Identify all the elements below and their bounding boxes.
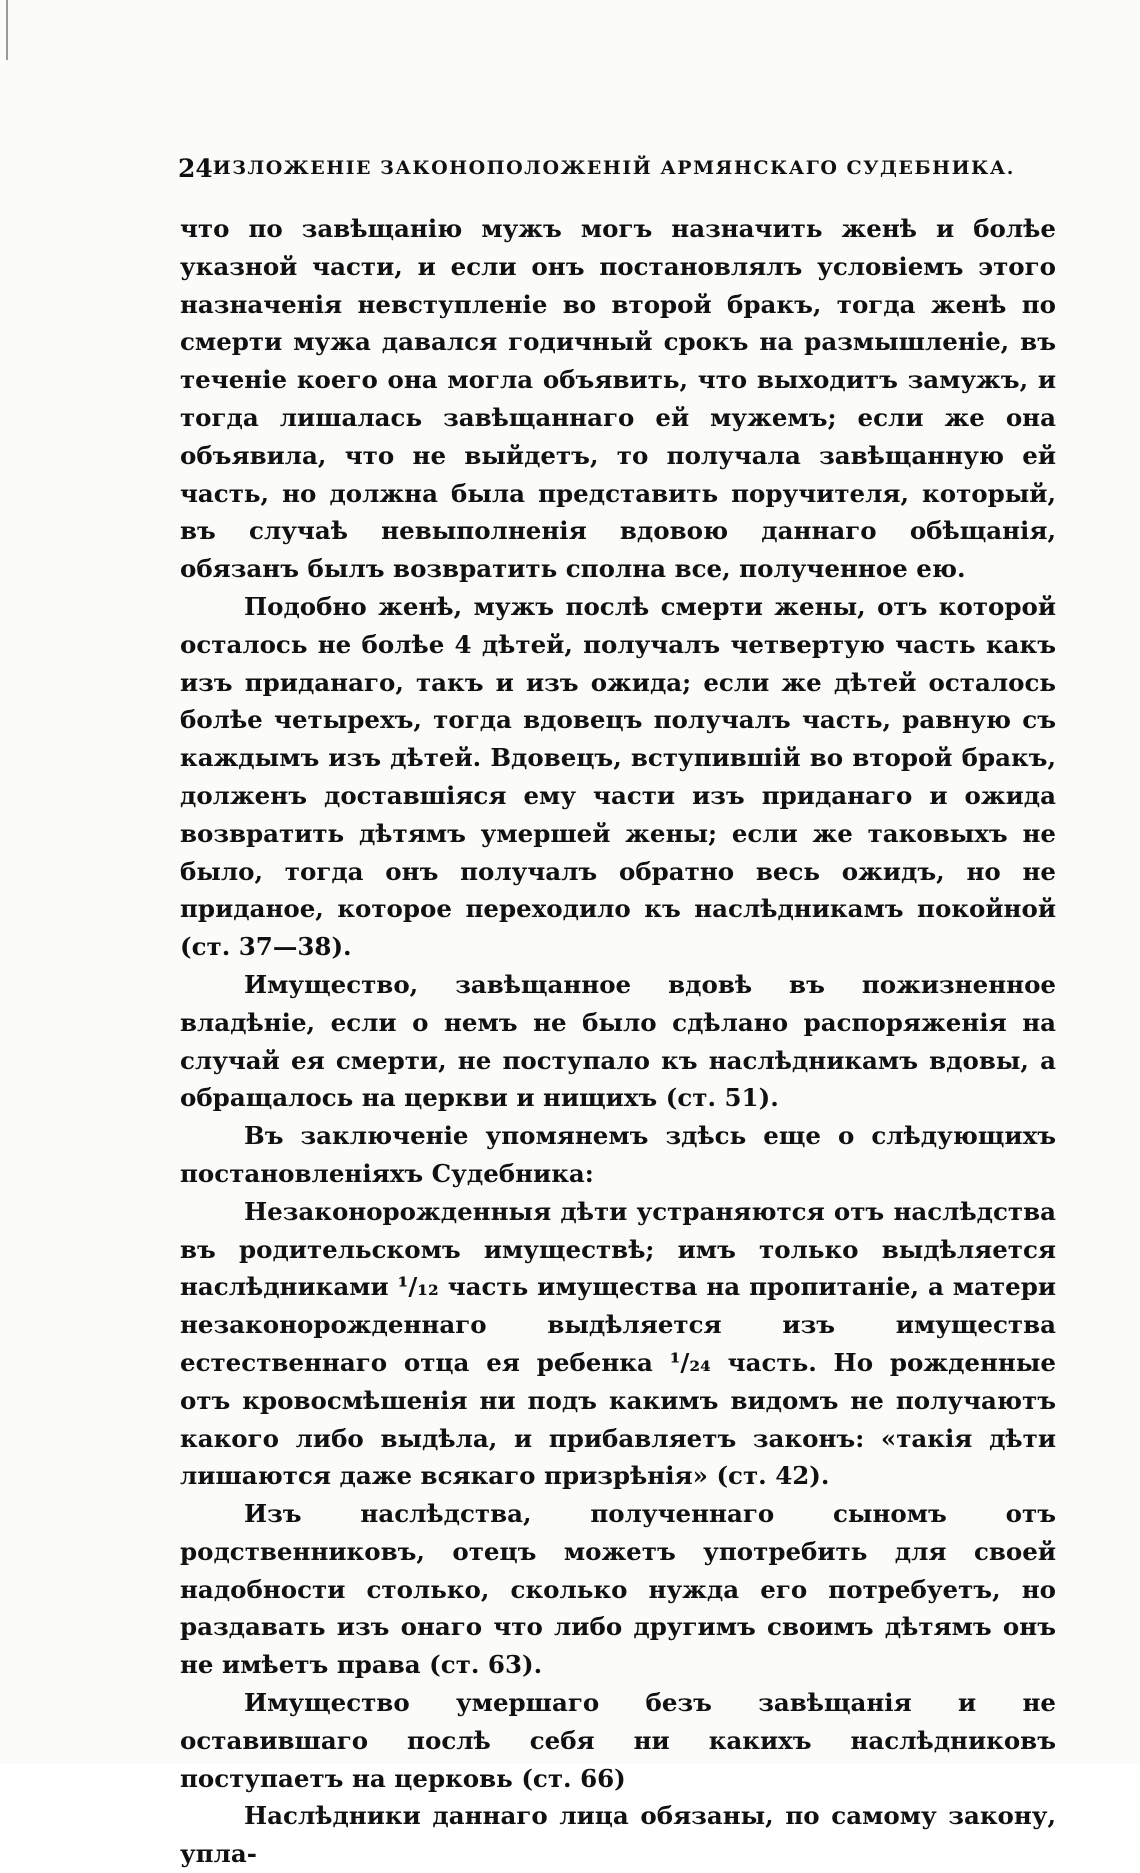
page-header: [178, 150, 1015, 186]
paragraph-3: Имущество, завѣщанное вдовѣ въ пожизненное владѣніе, если о немъ не было сдѣлано распоряженія на случай ея смерти, не поступало къ наслѣдникамъ вдовы, а обращалось на церкви и нищихъ (ст. 51).: [180, 969, 1056, 1113]
paragraph-2: Подобно женѣ, мужъ послѣ смерти жены, отъ которой осталось не болѣе 4 дѣтей, получалъ четвертую часть какъ изъ приданаго, такъ и изъ ожида; если же дѣтей осталось болѣе четырехъ, тогда вдовецъ получалъ часть, равную съ каждымъ изъ дѣтей. Вдовецъ, вступившій во второй бракъ, долженъ доставшіяся ему части изъ приданаго и ожида возвратить дѣтямъ умершей жены; если же таковыхъ не было, тогда онъ получалъ обратно весь ожидъ, но не приданое, которое переходило къ наслѣдникамъ покойной (ст. 37—38).: [180, 591, 1056, 962]
page-number: 24: [178, 153, 213, 183]
paragraph-6: Изъ наслѣдства, полученнаго сыномъ отъ родственниковъ, отецъ можетъ употребить для своей надобности столько, сколько нужда его потребуетъ, но раздавать изъ онаго что либо другимъ своимъ дѣтямъ онъ не имѣетъ права (ст. 63).: [180, 1499, 1056, 1680]
paragraph-8: Наслѣдники даннаго лица обязаны, по самому закону, упла-: [180, 1801, 1056, 1869]
paragraph-5: Незаконорожденныя дѣти устраняются отъ наслѣдства въ родительскомъ имуществѣ; имъ только выдѣляется наслѣдниками ¹/₁₂ часть имущества на пропитаніе, а матери незаконорожденнаго выдѣляется изъ имущества естественнаго отца ея ребенка ¹/₂₄ часть. Но рожденные отъ кровосмѣшенія ни подъ какимъ видомъ не получаютъ какого либо выдѣла, и прибавляетъ законъ: «такія дѣти лишаются даже всякаго призрѣнія» (ст. 42).: [180, 1196, 1056, 1491]
paragraph-4: Въ заключеніе упомянемъ здѣсь еще о слѣдующихъ постановленіяхъ Судебника:: [180, 1121, 1056, 1188]
paragraph-7: Имущество умершаго безъ завѣщанія и не оставившаго послѣ себя ни какихъ наслѣдниковъ поступаетъ на церковь (ст. 66): [180, 1688, 1056, 1793]
paragraph-1: что по завѣщанію мужъ могъ назначить женѣ и болѣе указной части, и если онъ постановлялъ условіемъ этого назначенія невступленіе во второй бракъ, тогда женѣ по смерти мужа давался годичный срокъ на размышленіе, въ теченіе коего она могла объявить, что выходитъ замужъ, и тогда лишалась завѣщаннаго ей мужемъ; если же она объявила, что не выйдетъ, то получала завѣщанную ей часть, но должна была представить поручителя, который, въ случаѣ невыполненія вдовою даннаго обѣщанія, обязанъ былъ возвратить сполна все, полученное ею.: [180, 214, 1056, 584]
running-title: ИЗЛОЖЕНІЕ ЗАКОНОПОЛОЖЕНІЙ АРМЯНСКАГО СУДЕБНИКА.: [212, 157, 1015, 179]
scan-edge-line: [6, 0, 8, 60]
page-body: [180, 210, 1056, 1873]
